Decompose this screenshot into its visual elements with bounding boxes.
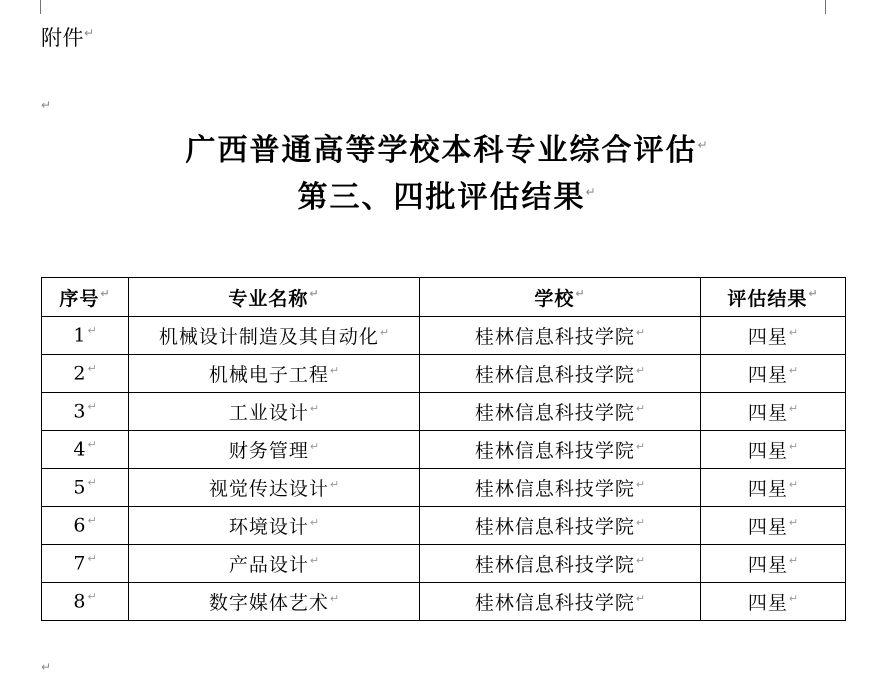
paragraph-mark-icon: ↵ bbox=[309, 515, 320, 529]
paragraph-mark-icon: ↵ bbox=[329, 591, 340, 605]
table-header-row bbox=[42, 278, 846, 317]
cell-school: 桂林信息科技学院↵ bbox=[420, 583, 701, 621]
cell-major: 数字媒体艺术↵ bbox=[129, 583, 420, 621]
title-line-1 bbox=[0, 128, 895, 175]
cell-major: 视觉传达设计↵ bbox=[129, 469, 420, 507]
cell-result: 四星↵ bbox=[701, 393, 846, 431]
cell-result: 四星↵ bbox=[701, 545, 846, 583]
cell-result: 四星↵ bbox=[701, 469, 846, 507]
paragraph-mark-icon: ↵ bbox=[329, 477, 340, 491]
paragraph-mark-icon: ↵ bbox=[309, 439, 320, 453]
paragraph-mark-icon: ↵ bbox=[788, 401, 799, 415]
paragraph-mark-icon: ↵ bbox=[41, 98, 52, 112]
paragraph-mark-icon: ↵ bbox=[87, 552, 97, 566]
attachment-label-text: 附件 bbox=[41, 26, 84, 50]
cell-index: 8↵ bbox=[42, 583, 129, 621]
cell-result: 四星↵ bbox=[701, 317, 846, 355]
paragraph-mark-icon: ↵ bbox=[788, 363, 799, 377]
cell-major: 工业设计↵ bbox=[129, 393, 420, 431]
paragraph-mark-icon: ↵ bbox=[788, 439, 799, 453]
paragraph-mark-icon: ↵ bbox=[87, 362, 97, 376]
paragraph-mark-icon: ↵ bbox=[635, 325, 646, 339]
paragraph-mark-icon: ↵ bbox=[808, 287, 819, 301]
paragraph-mark-icon: ↵ bbox=[87, 400, 97, 414]
cell-index: 7↵ bbox=[42, 545, 129, 583]
table-row bbox=[42, 317, 846, 355]
paragraph-mark-icon: ↵ bbox=[309, 287, 320, 301]
cell-school: 桂林信息科技学院↵ bbox=[420, 431, 701, 469]
cell-major: 机械电子工程↵ bbox=[129, 355, 420, 393]
cell-school: 桂林信息科技学院↵ bbox=[420, 317, 701, 355]
paragraph-mark-icon: ↵ bbox=[635, 591, 646, 605]
cell-index: 4↵ bbox=[42, 431, 129, 469]
cell-school: 桂林信息科技学院↵ bbox=[420, 545, 701, 583]
paragraph-mark-icon: ↵ bbox=[788, 477, 799, 491]
cell-result: 四星↵ bbox=[701, 355, 846, 393]
cell-index: 1↵ bbox=[42, 317, 129, 355]
paragraph-mark-icon: ↵ bbox=[87, 438, 97, 452]
cell-major: 机械设计制造及其自动化↵ bbox=[129, 317, 420, 355]
cell-school: 桂林信息科技学院↵ bbox=[420, 393, 701, 431]
cell-index: 6↵ bbox=[42, 507, 129, 545]
column-header-school: 学校↵ bbox=[420, 278, 701, 317]
table-row bbox=[42, 469, 846, 507]
cell-result: 四星↵ bbox=[701, 507, 846, 545]
paragraph-mark-icon: ↵ bbox=[788, 591, 799, 605]
paragraph-mark-icon: ↵ bbox=[329, 363, 340, 377]
cell-index: 5↵ bbox=[42, 469, 129, 507]
paragraph-mark-icon: ↵ bbox=[635, 439, 646, 453]
evaluation-results-table bbox=[41, 277, 846, 621]
cell-school: 桂林信息科技学院↵ bbox=[420, 355, 701, 393]
paragraph-mark-icon: ↵ bbox=[41, 660, 52, 674]
paragraph-mark-icon: ↵ bbox=[788, 325, 799, 339]
cell-major: 环境设计↵ bbox=[129, 507, 420, 545]
paragraph-mark-icon: ↵ bbox=[635, 401, 646, 415]
cell-result: 四星↵ bbox=[701, 431, 846, 469]
table-row bbox=[42, 355, 846, 393]
paragraph-mark-icon: ↵ bbox=[635, 553, 646, 567]
paragraph-mark-icon: ↵ bbox=[379, 325, 390, 339]
page-guide-mark-left bbox=[40, 0, 41, 14]
paragraph-mark-icon: ↵ bbox=[84, 26, 95, 40]
paragraph-mark-icon: ↵ bbox=[87, 324, 97, 338]
paragraph-mark-icon: ↵ bbox=[575, 287, 586, 301]
paragraph-mark-icon: ↵ bbox=[309, 401, 320, 415]
document-title bbox=[0, 128, 895, 221]
cell-major: 财务管理↵ bbox=[129, 431, 420, 469]
paragraph-mark-icon: ↵ bbox=[87, 514, 97, 528]
column-header-result: 评估结果↵ bbox=[701, 278, 846, 317]
table-row bbox=[42, 583, 846, 621]
cell-major: 产品设计↵ bbox=[129, 545, 420, 583]
paragraph-mark-icon: ↵ bbox=[697, 138, 710, 152]
paragraph-mark-icon: ↵ bbox=[87, 476, 97, 490]
column-header-major: 专业名称↵ bbox=[129, 278, 420, 317]
paragraph-mark-icon: ↵ bbox=[585, 184, 598, 199]
column-header-index: 序号↵ bbox=[42, 278, 129, 317]
cell-result: 四星↵ bbox=[701, 583, 846, 621]
paragraph-mark-icon: ↵ bbox=[635, 515, 646, 529]
cell-index: 2↵ bbox=[42, 355, 129, 393]
table-row bbox=[42, 507, 846, 545]
title-line-2 bbox=[0, 175, 895, 222]
cell-school: 桂林信息科技学院↵ bbox=[420, 469, 701, 507]
title-line-1-text: 广西普通高等学校本科专业综合评估 bbox=[185, 133, 698, 168]
table-row bbox=[42, 431, 846, 469]
title-line-2-text: 第三、四批评估结果 bbox=[297, 179, 586, 215]
paragraph-mark-icon: ↵ bbox=[788, 553, 799, 567]
attachment-label bbox=[41, 26, 95, 51]
cell-school: 桂林信息科技学院↵ bbox=[420, 507, 701, 545]
paragraph-mark-icon: ↵ bbox=[100, 287, 111, 301]
paragraph-mark-icon: ↵ bbox=[635, 363, 646, 377]
table-row bbox=[42, 393, 846, 431]
paragraph-mark-icon: ↵ bbox=[87, 590, 97, 604]
table-row bbox=[42, 545, 846, 583]
paragraph-mark-icon: ↵ bbox=[309, 553, 320, 567]
cell-index: 3↵ bbox=[42, 393, 129, 431]
paragraph-mark-icon: ↵ bbox=[788, 515, 799, 529]
paragraph-mark-icon: ↵ bbox=[635, 477, 646, 491]
page-guide-mark-right bbox=[825, 0, 826, 14]
